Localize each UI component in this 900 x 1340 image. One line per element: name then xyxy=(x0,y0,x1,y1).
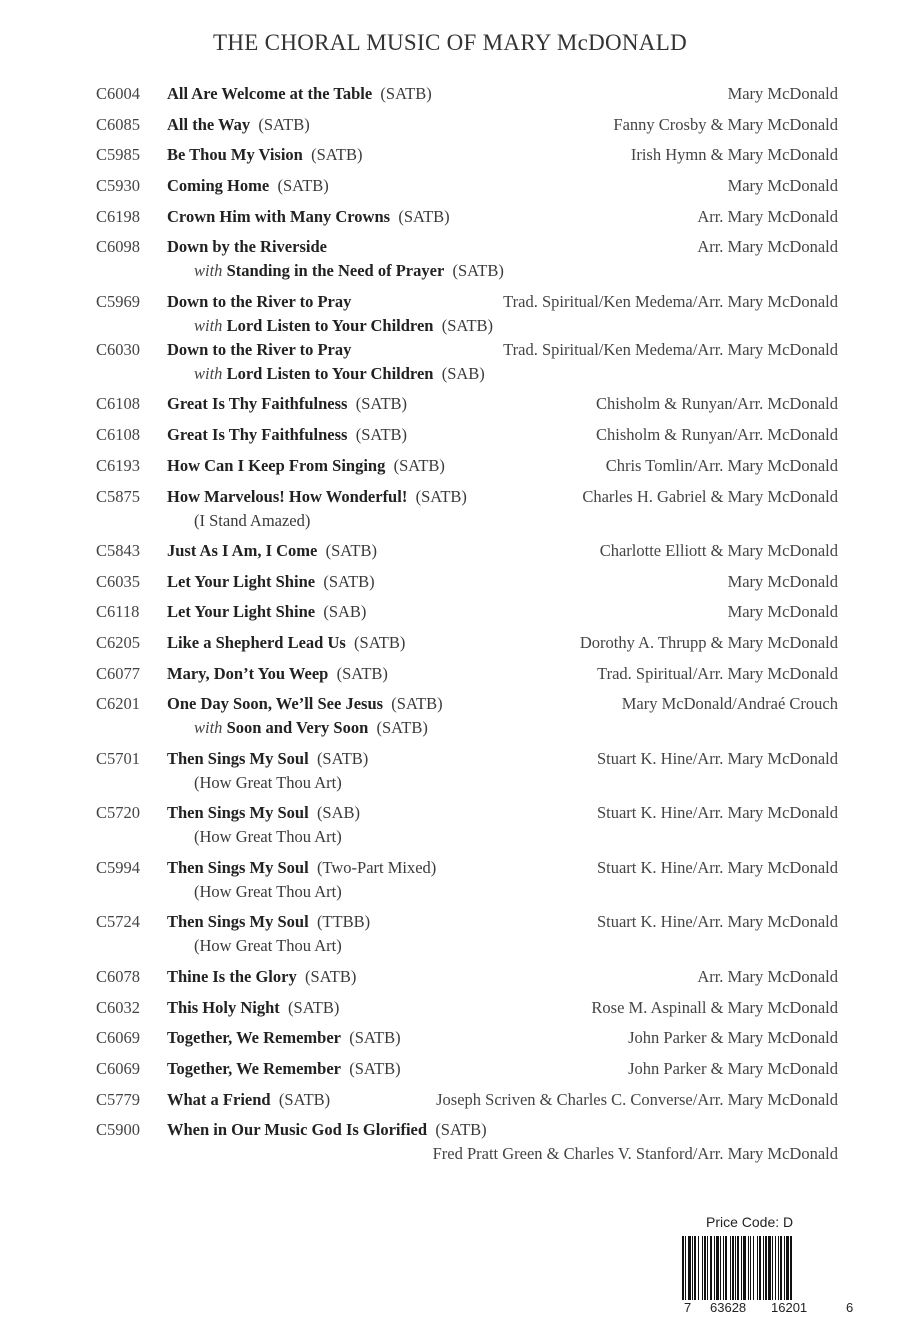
item-subtitle-group xyxy=(194,314,493,338)
item-title: Just As I Am, I Come xyxy=(167,541,318,560)
item-sub-voicing: (SATB) xyxy=(376,718,428,738)
barcode-bar xyxy=(692,1236,693,1300)
item-alt-title: (How Great Thou Art) xyxy=(194,772,342,792)
item-credit: Mary McDonald xyxy=(727,571,838,591)
item-code: C6205 xyxy=(96,633,141,653)
item-code: C5724 xyxy=(96,912,141,932)
item-credit: Charlotte Elliott & Mary McDonald xyxy=(599,541,838,560)
barcode-group-2: 16201 xyxy=(771,1300,808,1315)
entry-main-line xyxy=(0,205,900,229)
barcode-bar xyxy=(725,1236,727,1300)
item-voicing: (SATB) xyxy=(258,114,310,134)
entry-sub-line xyxy=(0,825,900,849)
item-code: C6108 xyxy=(96,425,141,445)
barcode-bar xyxy=(763,1236,764,1300)
barcode-bar xyxy=(688,1236,691,1300)
entry-main-line xyxy=(0,856,900,880)
item-title-group xyxy=(167,485,467,509)
item-credit: Arr. Mary McDonald xyxy=(697,966,838,986)
item-title-group xyxy=(167,82,432,106)
item-voicing: (SATB) xyxy=(336,663,388,683)
barcode-bar xyxy=(786,1236,789,1300)
item-sub-voicing: (SATB) xyxy=(441,315,494,335)
item-code: C6069 xyxy=(96,1059,141,1078)
barcode-icon xyxy=(680,1236,844,1302)
entry-main-line xyxy=(0,539,900,563)
item-title-group xyxy=(167,692,443,716)
item-title: Thine Is the Glory xyxy=(167,966,297,986)
entry-main-line xyxy=(0,747,900,771)
item-alt-title: (I Stand Amazed) xyxy=(194,510,311,530)
item-voicing: (TTBB) xyxy=(316,912,371,932)
item-title: Down to the River to Pray xyxy=(167,339,352,359)
item-code: C5720 xyxy=(96,803,141,823)
item-title-group xyxy=(167,235,335,259)
item-voicing: (SATB) xyxy=(398,206,450,226)
entry-main-line xyxy=(0,801,900,825)
entry-main-line xyxy=(0,454,900,478)
catalog-entry xyxy=(0,113,900,137)
item-with-label: with xyxy=(194,261,223,281)
item-title: Be Thou My Vision xyxy=(167,145,303,165)
barcode-bar xyxy=(741,1236,742,1300)
item-voicing: (SATB) xyxy=(288,997,340,1017)
item-code: C5843 xyxy=(96,541,141,560)
catalog-entry xyxy=(0,662,900,686)
catalog-entry xyxy=(0,338,900,386)
page-title: THE CHORAL MUSIC OF MARY McDONALD xyxy=(213,30,687,55)
item-title: Then Sings My Soul xyxy=(167,748,309,768)
item-credit: John Parker & Mary McDonald xyxy=(628,1028,838,1048)
barcode-bar xyxy=(704,1236,706,1300)
item-voicing: (SATB) xyxy=(349,1059,401,1078)
barcode-bar xyxy=(732,1236,734,1300)
item-title: How Can I Keep From Singing xyxy=(167,455,386,475)
item-title: All the Way xyxy=(167,114,251,134)
item-code: C6004 xyxy=(96,84,141,103)
item-sub-voicing: (SAB) xyxy=(441,363,485,383)
barcode-bar xyxy=(707,1236,708,1300)
item-title: Then Sings My Soul xyxy=(167,912,309,932)
item-with-label: with xyxy=(194,363,223,383)
entry-sub-line xyxy=(0,716,900,740)
entry-main-line xyxy=(0,392,900,416)
item-voicing: (SATB) xyxy=(354,633,406,653)
entry-main-line xyxy=(0,1088,900,1112)
item-with-label: with xyxy=(194,315,223,335)
item-credit: Trad. Spiritual/Arr. Mary McDonald xyxy=(597,663,838,683)
item-voicing: (SATB) xyxy=(415,486,467,506)
item-title-group xyxy=(167,174,329,198)
item-voicing: (SATB) xyxy=(435,1120,487,1140)
item-title-group xyxy=(167,1088,330,1112)
barcode-bar xyxy=(720,1236,721,1300)
catalog-entry xyxy=(0,965,900,989)
entry-main-line xyxy=(0,338,900,362)
item-title: This Holy Night xyxy=(167,997,280,1017)
barcode-bar xyxy=(714,1236,715,1300)
item-title-group xyxy=(167,539,377,563)
item-voicing: (SATB) xyxy=(349,1028,401,1048)
item-credit: Chisholm & Runyan/Arr. McDonald xyxy=(596,425,838,445)
item-title: Great Is Thy Faithfulness xyxy=(167,394,348,414)
item-subtitle: Lord Listen to Your Children xyxy=(226,363,434,383)
barcode-bar xyxy=(735,1236,736,1300)
entry-main-line xyxy=(0,423,900,447)
item-title: Let Your Light Shine xyxy=(167,602,316,622)
barcode-bar xyxy=(737,1236,739,1300)
item-title-group xyxy=(167,570,375,594)
item-title: What a Friend xyxy=(167,1089,271,1109)
entry-main-line xyxy=(0,631,900,655)
entry-sub-line xyxy=(0,259,900,283)
item-title-group xyxy=(167,965,356,989)
item-title: Coming Home xyxy=(167,176,270,196)
item-credit: Stuart K. Hine/Arr. Mary McDonald xyxy=(596,803,838,823)
barcode-bar xyxy=(682,1236,684,1300)
entry-sub-line xyxy=(0,880,900,904)
item-title-group xyxy=(167,910,370,934)
catalog-entry xyxy=(0,1057,900,1081)
item-credit: Stuart K. Hine/Arr. Mary McDonald xyxy=(596,748,838,768)
item-title-group xyxy=(167,631,405,655)
item-subtitle-group xyxy=(194,259,504,283)
item-with-label: with xyxy=(194,718,223,738)
barcode-bar xyxy=(757,1236,758,1300)
entry-main-line xyxy=(0,965,900,989)
item-credit: Stuart K. Hine/Arr. Mary McDonald xyxy=(596,912,838,932)
item-voicing: (SATB) xyxy=(393,455,445,475)
item-title: Together, We Remember xyxy=(167,1059,341,1078)
item-voicing: (SATB) xyxy=(323,571,375,591)
item-credit: Joseph Scriven & Charles C. Converse/Arr. Mary McDonald xyxy=(436,1089,838,1109)
item-code: C6118 xyxy=(96,602,140,622)
entry-main-line xyxy=(0,692,900,716)
barcode-bar xyxy=(775,1236,776,1300)
catalog-entry xyxy=(0,392,900,416)
item-voicing: (SATB) xyxy=(380,84,432,103)
item-title-group xyxy=(167,662,388,686)
price-code: Price Code: D xyxy=(706,1214,794,1230)
entry-main-line xyxy=(0,1118,900,1142)
catalog-entry xyxy=(0,1026,900,1050)
item-code: C5994 xyxy=(96,857,141,877)
barcode-bar xyxy=(765,1236,767,1300)
item-subtitle-group xyxy=(194,716,428,740)
entry-main-line xyxy=(0,174,900,198)
item-title-group xyxy=(167,423,407,447)
item-title-group xyxy=(167,454,445,478)
item-alt-title: (How Great Thou Art) xyxy=(194,881,342,901)
catalog-entry xyxy=(0,174,900,198)
item-voicing: (SATB) xyxy=(355,394,408,414)
item-voicing: (SATB) xyxy=(277,176,329,196)
item-code: C5875 xyxy=(96,486,141,506)
item-title: When in Our Music God Is Glorified xyxy=(167,1120,428,1140)
item-credit: Fred Pratt Green & Charles V. Stanford/Arr. Mary McDonald xyxy=(432,1144,838,1164)
catalog-entry xyxy=(0,996,900,1020)
item-voicing: (SATB) xyxy=(391,694,443,714)
item-alt-title: (How Great Thou Art) xyxy=(194,827,342,847)
item-code: C6098 xyxy=(96,237,141,257)
item-code: C6193 xyxy=(96,455,141,475)
item-title-group xyxy=(167,392,407,416)
item-credit: Charles H. Gabriel & Mary McDonald xyxy=(582,486,838,506)
entry-main-line xyxy=(0,290,900,314)
barcode-bar xyxy=(702,1236,703,1300)
entry-main-line xyxy=(0,662,900,686)
item-code: C6085 xyxy=(96,114,141,134)
item-title: Together, We Remember xyxy=(167,1028,341,1048)
catalog-entry xyxy=(0,1118,900,1166)
catalog-entry xyxy=(0,856,900,904)
item-credit: Chris Tomlin/Arr. Mary McDonald xyxy=(605,455,838,475)
catalog-entry xyxy=(0,290,900,338)
barcode-bar xyxy=(790,1236,792,1300)
item-code: C6108 xyxy=(96,394,141,414)
item-subtitle: Standing in the Need of Prayer xyxy=(226,261,445,281)
barcode-bar xyxy=(780,1236,782,1300)
item-voicing: (SATB) xyxy=(311,145,363,165)
item-title-group xyxy=(167,338,360,362)
catalog-entry xyxy=(0,692,900,740)
item-credit: John Parker & Mary McDonald xyxy=(628,1059,838,1078)
entry-sub-line xyxy=(0,509,900,533)
catalog-entry xyxy=(0,747,900,795)
barcode-bar xyxy=(784,1236,785,1300)
item-credit: Trad. Spiritual/Ken Medema/Arr. Mary McDonald xyxy=(503,291,838,311)
catalog-entry xyxy=(0,205,900,229)
entry-main-line xyxy=(0,996,900,1020)
item-code: C5701 xyxy=(96,748,141,768)
barcode-bar xyxy=(768,1236,771,1300)
catalog-entry xyxy=(0,485,900,533)
catalog-entry xyxy=(0,600,900,624)
catalog-entry xyxy=(0,423,900,447)
item-title: How Marvelous! How Wonderful! xyxy=(167,486,408,506)
item-sub-voicing: (SATB) xyxy=(452,261,504,281)
item-title-group xyxy=(167,1118,487,1142)
item-subtitle-group xyxy=(194,362,485,386)
item-voicing: (Two-Part Mixed) xyxy=(316,857,437,877)
item-title: All Are Welcome at the Table xyxy=(167,84,373,103)
barcode-bar xyxy=(723,1236,724,1300)
entry-main-line xyxy=(0,143,900,167)
barcode-bar xyxy=(772,1236,773,1300)
item-title: Down by the Riverside xyxy=(167,237,327,257)
item-title: Crown Him with Many Crowns xyxy=(167,206,391,226)
barcode-bar xyxy=(753,1236,754,1300)
item-voicing: (SAB) xyxy=(316,803,361,823)
barcode-block xyxy=(676,1214,856,1334)
item-voicing: (SATB) xyxy=(316,748,369,768)
item-credit: Chisholm & Runyan/Arr. McDonald xyxy=(596,394,838,414)
barcode-bar xyxy=(710,1236,712,1300)
item-title: Like a Shepherd Lead Us xyxy=(167,633,346,653)
item-code: C6078 xyxy=(96,966,141,986)
item-title: Great Is Thy Faithfulness xyxy=(167,425,348,445)
catalog-entry xyxy=(0,539,900,563)
item-voicing: (SAB) xyxy=(323,602,367,622)
item-title: Mary, Don’t You Weep xyxy=(167,663,329,683)
entry-main-line xyxy=(0,113,900,137)
item-credit: Arr. Mary McDonald xyxy=(697,206,838,226)
entry-sub-line xyxy=(0,314,900,338)
item-credit: Fanny Crosby & Mary McDonald xyxy=(613,114,838,134)
item-credit: Mary McDonald/Andraé Crouch xyxy=(621,694,838,714)
entry-credit-line xyxy=(0,1142,900,1166)
item-title-group xyxy=(167,1026,401,1050)
item-title-group xyxy=(167,747,368,771)
item-credit: Rose M. Aspinall & Mary McDonald xyxy=(591,997,838,1017)
item-code: C5900 xyxy=(96,1120,141,1140)
barcode-left-digit: 7 xyxy=(684,1300,692,1315)
catalog-entry xyxy=(0,454,900,478)
item-code: C6198 xyxy=(96,206,141,226)
item-title-group xyxy=(167,801,360,825)
entry-main-line xyxy=(0,570,900,594)
barcode-bar xyxy=(750,1236,751,1300)
catalog-entry xyxy=(0,82,900,106)
item-credit: Stuart K. Hine/Arr. Mary McDonald xyxy=(596,857,838,877)
item-subtitle: Soon and Very Soon xyxy=(226,718,369,738)
entry-main-line xyxy=(0,235,900,259)
item-code: C5969 xyxy=(96,291,141,311)
item-code: C6077 xyxy=(96,663,141,683)
item-title-group xyxy=(167,600,366,624)
entry-main-line xyxy=(0,82,900,106)
item-credit: Arr. Mary McDonald xyxy=(697,237,838,257)
barcode-bar xyxy=(698,1236,699,1300)
item-subtitle: Lord Listen to Your Children xyxy=(226,315,434,335)
entry-main-line xyxy=(0,1026,900,1050)
entry-main-line xyxy=(0,1057,900,1081)
item-title: One Day Soon, We’ll See Jesus xyxy=(167,694,384,714)
item-title-group xyxy=(167,856,436,880)
item-code: C6035 xyxy=(96,571,141,591)
entry-main-line xyxy=(0,600,900,624)
item-code: C5985 xyxy=(96,145,141,165)
barcode-bar xyxy=(716,1236,719,1300)
barcode-group-1: 63628 xyxy=(710,1300,747,1315)
barcode-bar xyxy=(748,1236,749,1300)
item-code: C5930 xyxy=(96,176,141,196)
item-alt-title: (How Great Thou Art) xyxy=(194,936,342,956)
catalog-entry xyxy=(0,1088,900,1112)
catalog-entry xyxy=(0,235,900,283)
item-code: C6032 xyxy=(96,997,141,1017)
barcode-bar xyxy=(685,1236,686,1300)
item-voicing: (SATB) xyxy=(278,1089,331,1109)
barcode-bar xyxy=(694,1236,696,1300)
barcode-bar xyxy=(778,1236,779,1300)
item-voicing: (SATB) xyxy=(355,425,408,445)
item-code: C6030 xyxy=(96,339,141,359)
catalog-entry xyxy=(0,801,900,849)
barcode-bar xyxy=(759,1236,761,1300)
item-code: C6069 xyxy=(96,1028,141,1048)
barcode-right-digit: 6 xyxy=(846,1300,854,1315)
item-credit: Mary McDonald xyxy=(727,176,838,196)
item-title: Down to the River to Pray xyxy=(167,291,352,311)
entry-sub-line xyxy=(0,771,900,795)
entry-sub-line xyxy=(0,934,900,958)
item-title-group xyxy=(167,143,362,167)
barcode-bar xyxy=(743,1236,746,1300)
item-title-group xyxy=(167,290,360,314)
item-code: C6201 xyxy=(96,694,141,714)
item-title-group xyxy=(167,996,339,1020)
catalog-entry xyxy=(0,631,900,655)
item-credit: Mary McDonald xyxy=(727,602,838,622)
catalog-list xyxy=(0,82,900,1173)
item-credit: Irish Hymn & Mary McDonald xyxy=(630,145,838,165)
entry-sub-line xyxy=(0,362,900,386)
item-title: Then Sings My Soul xyxy=(167,803,309,823)
entry-main-line xyxy=(0,910,900,934)
item-title-group xyxy=(167,113,310,137)
item-code: C5779 xyxy=(96,1089,141,1109)
entry-main-line xyxy=(0,485,900,509)
item-title: Let Your Light Shine xyxy=(167,571,316,591)
catalog-entry xyxy=(0,570,900,594)
catalog-entry xyxy=(0,143,900,167)
item-title-group xyxy=(167,205,450,229)
catalog-entry xyxy=(0,910,900,958)
item-title: Then Sings My Soul xyxy=(167,857,309,877)
item-voicing: (SATB) xyxy=(325,541,377,560)
item-credit: Dorothy A. Thrupp & Mary McDonald xyxy=(579,633,838,653)
item-voicing: (SATB) xyxy=(304,966,357,986)
item-credit: Mary McDonald xyxy=(727,84,838,103)
barcode-bar xyxy=(730,1236,731,1300)
item-title-group xyxy=(167,1057,401,1081)
item-credit: Trad. Spiritual/Ken Medema/Arr. Mary McDonald xyxy=(503,339,838,359)
